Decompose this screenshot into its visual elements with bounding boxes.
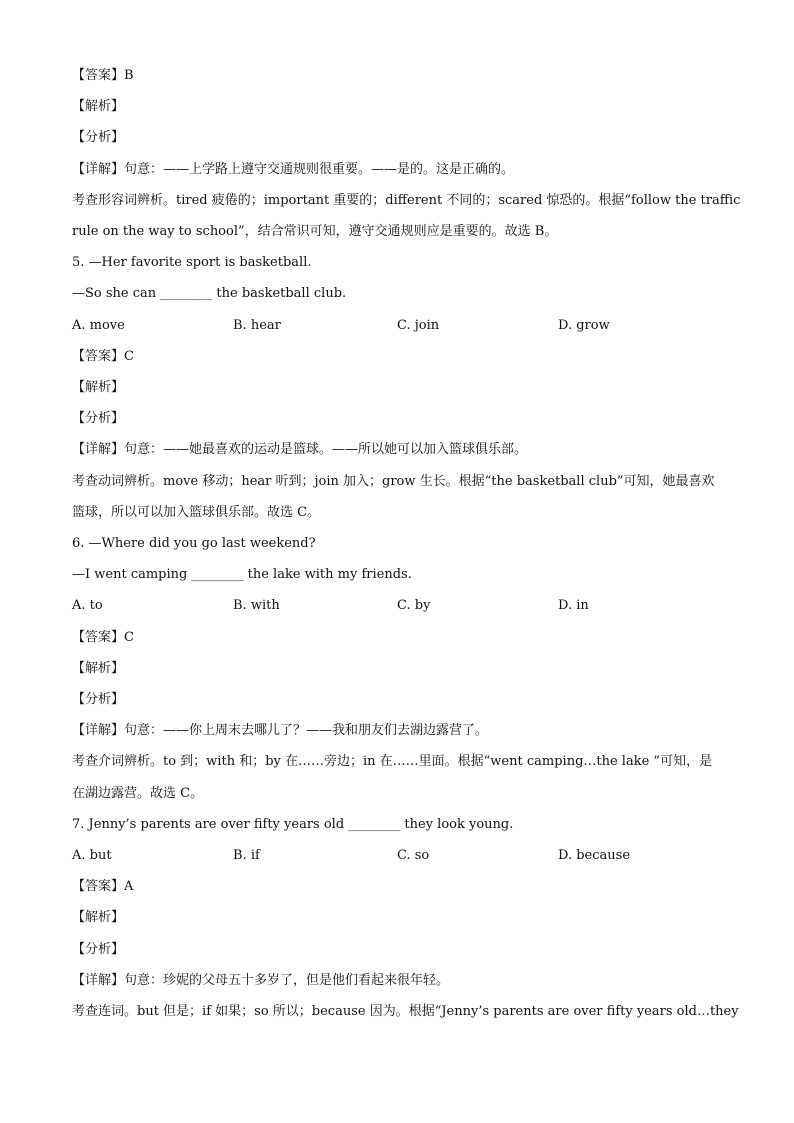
text-line: 篮球，所以可以加入篮球俱乐部。故选 C。 [72,505,321,520]
answer-line: 【答案】C [72,349,134,364]
analysis-heading: 【解析】 [72,99,125,114]
answer-option: D. in [558,598,589,613]
answer-option: B. hear [233,318,281,333]
explanation-line: 【详解】句意：——上学路上遵守交通规则很重要。——是的。这是正确的。 [72,162,515,177]
explanation-line: 【详解】句意：——你上周末去哪儿了？——我和朋友们去湖边露营了。 [72,723,489,738]
text-line: —So she can ________ the basketball club. [72,286,347,301]
answer-option: A. to [72,598,103,613]
text-line: 考查动词辨析。move 移动；hear 听到；join 加入；grow 生长。根据“the basketball club”可知，她最喜欢 [72,474,715,489]
answer-option: B. with [233,598,280,613]
answer-option: C. by [397,598,431,613]
text-line: 考查介词辨析。to 到；with 和；by 在……旁边；in 在……里面。根据“went camping…the lake ”可知，是 [72,754,713,769]
analysis-subheading: 【分析】 [72,942,125,957]
text-line: 考查连词。but 但是；if 如果；so 所以；because 因为。根据“Jenny’s parents are over fifty years old…they [72,1004,739,1019]
answer-line: 【答案】A [72,879,134,894]
analysis-subheading: 【分析】 [72,411,125,426]
analysis-heading: 【解析】 [72,380,125,395]
question-stem: 5. —Her favorite sport is basketball. [72,255,312,270]
analysis-subheading: 【分析】 [72,692,125,707]
answer-line: 【答案】B [72,68,134,83]
analysis-subheading: 【分析】 [72,130,125,145]
answer-option: A. but [72,848,112,863]
explanation-line: 【详解】句意：——她最喜欢的运动是篮球。——所以她可以加入篮球俱乐部。 [72,442,528,457]
analysis-heading: 【解析】 [72,661,125,676]
answer-option: C. so [397,848,430,863]
answer-option: D. because [558,848,631,863]
answer-option: D. grow [558,318,610,333]
text-line: 考查形容词辨析。tired 疲倦的；important 重要的；different 不同的；scared 惊恐的。根据“follow the traffic [72,193,741,208]
answer-option: B. if [233,848,260,863]
answer-option: C. join [397,318,440,333]
answer-option: A. move [72,318,125,333]
text-line: —I went camping ________ the lake with my friends. [72,567,412,582]
text-line: rule on the way to school”，结合常识可知，遵守交通规则应是重要的。故选 B。 [72,224,558,239]
explanation-line: 【详解】句意：珍妮的父母五十多岁了，但是他们看起来很年轻。 [72,973,450,988]
answer-line: 【答案】C [72,630,134,645]
question-stem: 7. Jenny’s parents are over fifty years old ________ they look young. [72,817,514,832]
text-line: 在湖边露营。故选 C。 [72,786,204,801]
question-stem: 6. —Where did you go last weekend? [72,536,316,551]
analysis-heading: 【解析】 [72,910,125,925]
